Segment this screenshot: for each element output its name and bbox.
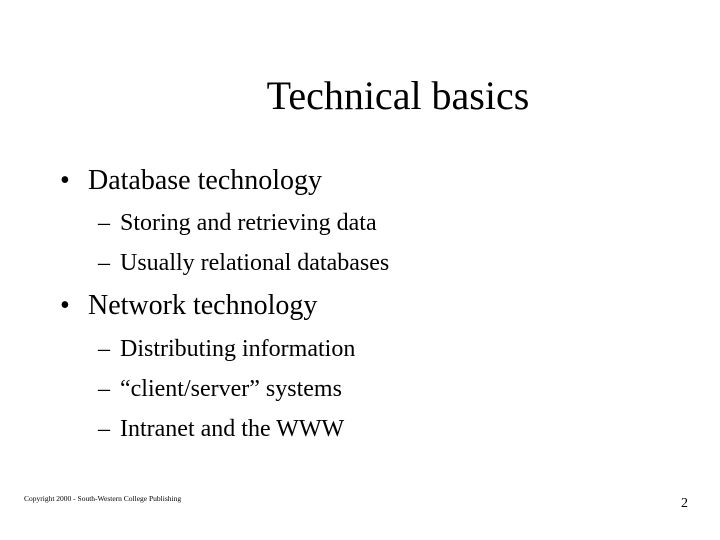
bullet-text: Network technology xyxy=(88,290,318,321)
sub-bullet-text: Usually relational databases xyxy=(120,250,390,276)
copyright-footer: Copyright 2000 - South-Western College Publishing xyxy=(24,494,182,503)
bullet-item xyxy=(60,164,322,198)
slide-title xyxy=(0,70,720,122)
sub-bullet-item xyxy=(98,334,355,364)
sub-bullet-text: Intranet and the WWW xyxy=(120,416,345,442)
sub-bullet-text: Distributing information xyxy=(120,336,356,362)
sub-bullet-item xyxy=(98,414,344,444)
bullet-item xyxy=(60,289,317,323)
sub-bullet-marker: – xyxy=(98,336,110,362)
sub-bullet-marker: – xyxy=(98,416,110,442)
sub-bullet-text: “client/server” systems xyxy=(120,376,342,402)
sub-bullet-item xyxy=(98,248,389,278)
sub-bullet-marker: – xyxy=(98,250,110,276)
page-number: 2 xyxy=(681,496,688,511)
slide-title-text: Technical basics xyxy=(266,73,530,118)
bullet-marker: • xyxy=(60,290,70,321)
sub-bullet-text: Storing and retrieving data xyxy=(120,210,377,236)
sub-bullet-marker: – xyxy=(98,210,110,236)
sub-bullet-item xyxy=(98,374,342,404)
sub-bullet-marker: – xyxy=(98,376,110,402)
bullet-marker: • xyxy=(60,165,70,196)
sub-bullet-item xyxy=(98,208,377,238)
bullet-text: Database technology xyxy=(88,165,323,196)
